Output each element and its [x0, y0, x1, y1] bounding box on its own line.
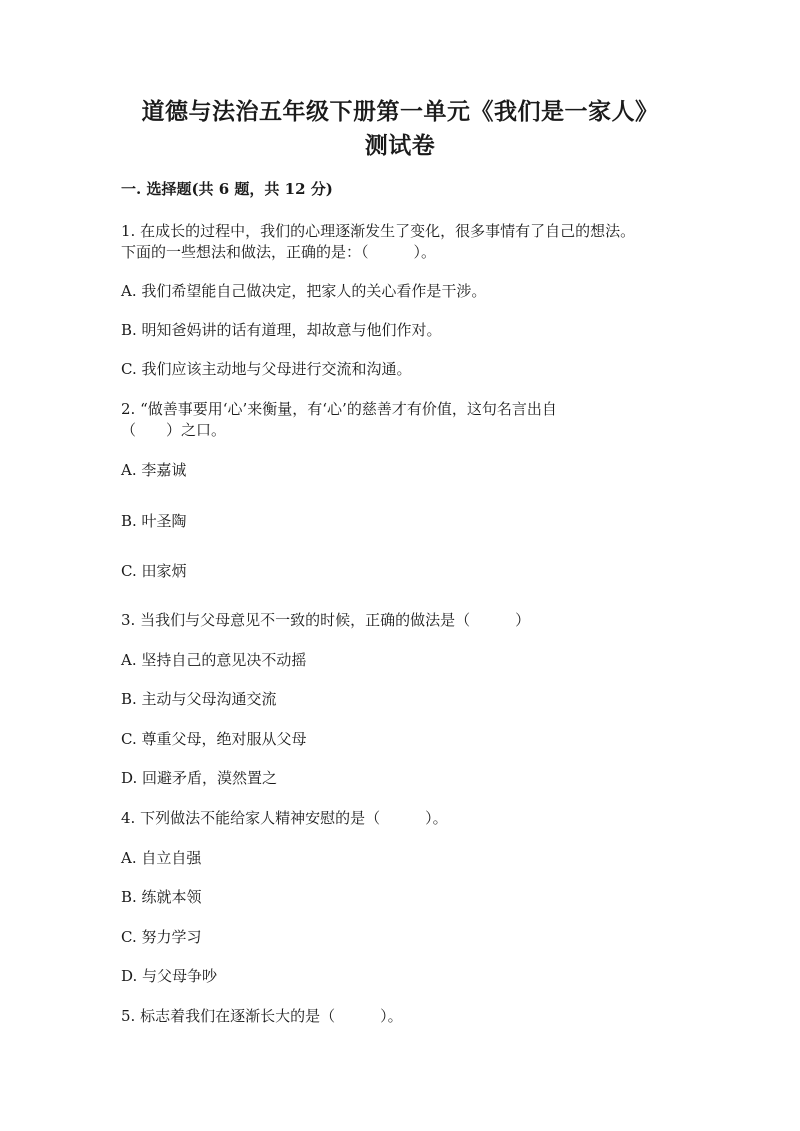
question-4-stem: 4. 下列做法不能给家人精神安慰的是（ ）。 — [121, 809, 448, 827]
question-5-stem: 5. 标志着我们在逐渐长大的是（ ）。 — [121, 1007, 403, 1025]
question-1-option-c: C. 我们应该主动地与父母进行交流和沟通。 — [121, 360, 412, 378]
question-4-option-b: B. 练就本领 — [121, 888, 202, 906]
question-4-option-c: C. 努力学习 — [121, 928, 202, 946]
question-3-option-a: A. 坚持自己的意见决不动摇 — [121, 651, 307, 669]
question-2-option-b: B. 叶圣陶 — [121, 512, 187, 530]
section-heading: 一. 选择题(共 6 题，共 12 分) — [121, 180, 333, 198]
question-1-stem-line-1: 1. 在成长的过程中，我们的心理逐渐发生了变化，很多事情有了自己的想法。 — [121, 222, 636, 240]
question-4-option-a: A. 自立自强 — [121, 849, 202, 867]
question-2-stem-line-1: 2. “做善事要用‘心’来衡量，有‘心’的慈善才有价值，这句名言出自 — [121, 400, 557, 418]
page-title-line-1: 道德与法治五年级下册第一单元《我们是一家人》 — [141, 98, 659, 125]
question-3-option-b: B. 主动与父母沟通交流 — [121, 690, 277, 708]
question-3-option-d: D. 回避矛盾，漠然置之 — [121, 769, 278, 787]
question-1-stem-line-2: 下面的一些想法和做法，正确的是：（ ）。 — [121, 243, 437, 261]
page-title-line-2: 测试卷 — [364, 132, 436, 159]
question-3-option-c: C. 尊重父母，绝对服从父母 — [121, 730, 307, 748]
question-1-option-a: A. 我们希望能自己做决定，把家人的关心看作是干涉。 — [121, 282, 487, 300]
question-1-option-b: B. 明知爸妈讲的话有道理，却故意与他们作对。 — [121, 321, 442, 339]
question-2-stem-line-2: （ ）之口。 — [121, 421, 227, 439]
question-2-option-c: C. 田家炳 — [121, 562, 187, 580]
question-2-option-a: A. 李嘉诚 — [121, 461, 187, 479]
question-4-option-d: D. 与父母争吵 — [121, 967, 218, 985]
question-3-stem: 3. 当我们与父母意见不一致的时候，正确的做法是（ ） — [121, 611, 531, 629]
